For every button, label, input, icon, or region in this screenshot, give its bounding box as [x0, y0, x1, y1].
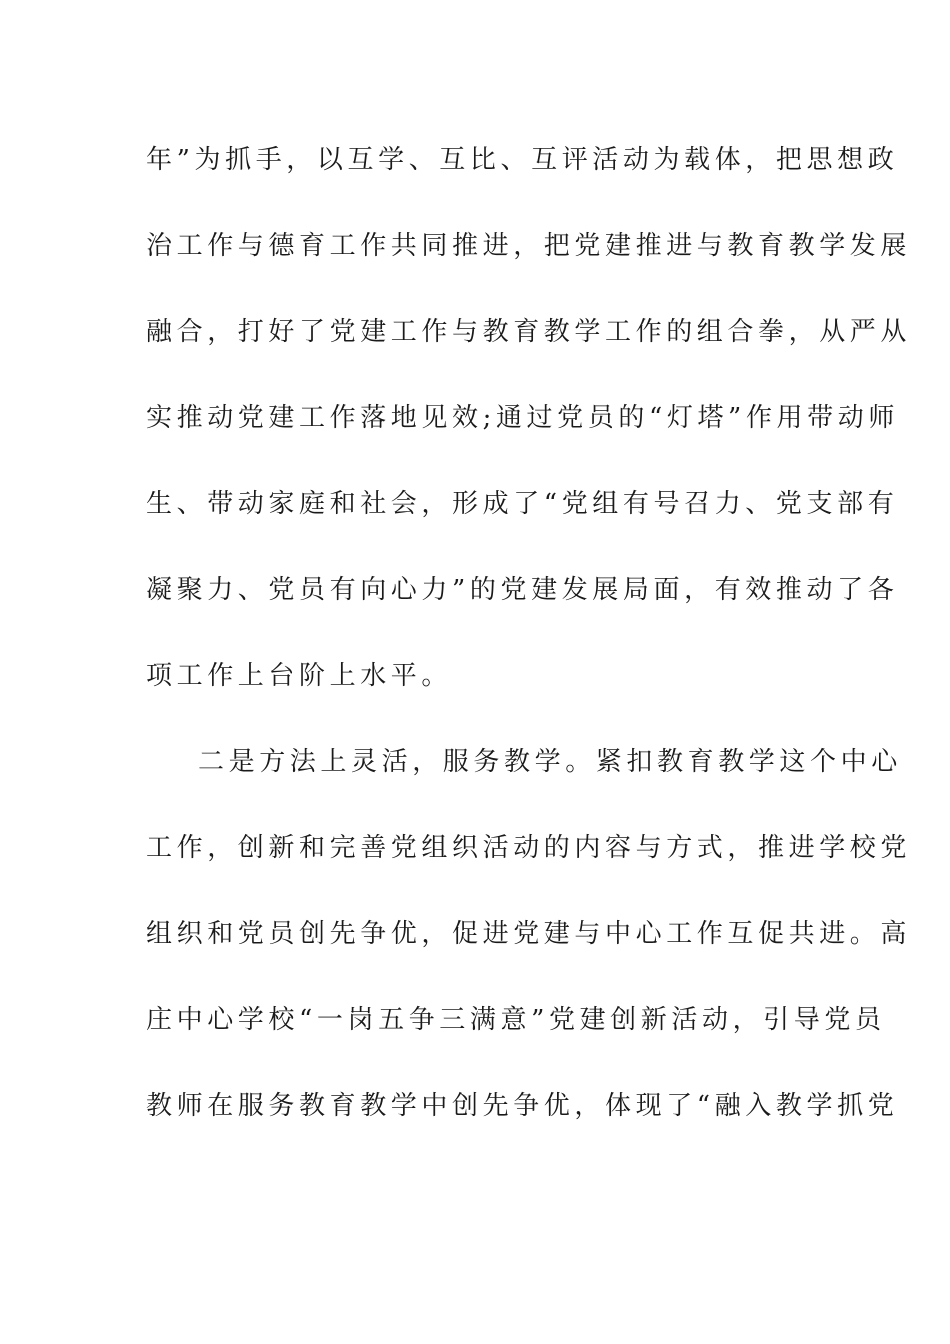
text-line: 教师在服务教育教学中创先争优，体现了“融入教学抓党 — [146, 1091, 899, 1121]
text-line: 生、带动家庭和社会，形成了“党组有号召力、党支部有 — [146, 489, 899, 519]
text-line: 庄中心学校“一岗五争三满意”党建创新活动，引导党员 — [146, 1005, 886, 1035]
text-line: 组织和党员创先争优，促进党建与中心工作互促共进。高 — [146, 919, 912, 949]
text-line: 项工作上台阶上水平。 — [146, 661, 453, 691]
text-line: 年”为抓手，以互学、互比、互评活动为载体，把思想政 — [146, 145, 899, 175]
text-line: 实推动党建工作落地见效;通过党员的“灯塔”作用带动师 — [146, 403, 899, 433]
text-line: 二是方法上灵活，服务教学。紧扣教育教学这个中心 — [198, 747, 902, 777]
text-line: 融合，打好了党建工作与教育教学工作的组合拳，从严从 — [146, 317, 912, 347]
text-line: 工作，创新和完善党组织活动的内容与方式，推进学校党 — [146, 833, 912, 863]
text-line: 治工作与德育工作共同推进，把党建推进与教育教学发展 — [146, 231, 912, 261]
text-line: 凝聚力、党员有向心力”的党建发展局面，有效推动了各 — [146, 575, 899, 605]
